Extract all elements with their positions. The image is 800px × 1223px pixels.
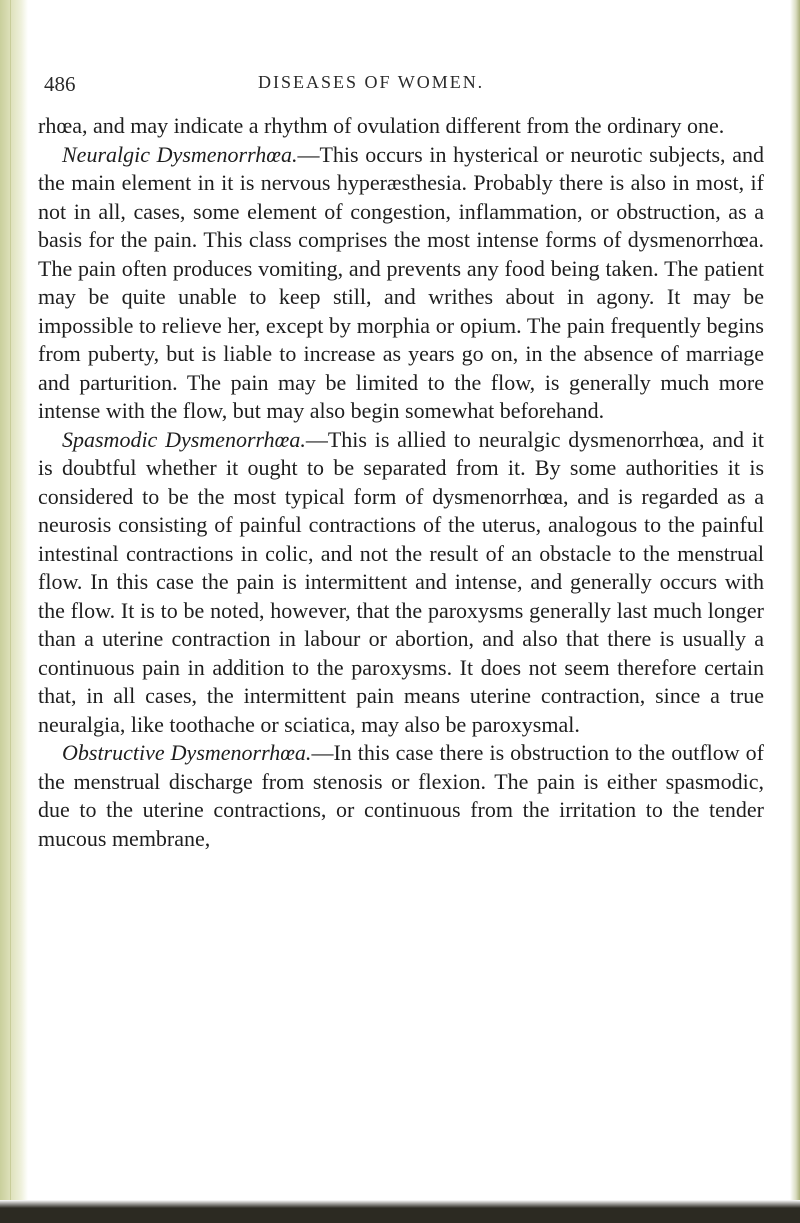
book-page xyxy=(38,64,764,1194)
running-head: DISEASES OF WOMEN. xyxy=(258,72,485,92)
paragraph-neuralgic xyxy=(38,141,764,426)
paragraph-obstructive xyxy=(38,739,764,853)
body-text xyxy=(38,112,764,853)
scan-right-edge xyxy=(790,0,800,1223)
scan-bottom-edge xyxy=(0,1200,800,1223)
page-fold-line xyxy=(10,0,11,1223)
scan-left-margin xyxy=(0,0,28,1223)
section-term: Obstructive Dysmenorrhœa. xyxy=(62,740,312,765)
paragraph-continuation xyxy=(38,112,764,141)
section-term: Neuralgic Dysmenorrhœa. xyxy=(62,141,298,167)
section-term: Spasmodic Dysmenorrhœa. xyxy=(62,426,306,452)
paragraph-text: —This is allied to neuralgic dysmenorrhœa, and it is doubtful whether it ought to be separated from it. By some authorities it is considered to be the most typical form of dysmenorrhœa, and is regarded as a neurosis consisting of painful contractions of the uterus, analogous to the painful intestinal contractions in colic, and not the result of an obstacle to the menstrual flow. In this case the pain is intermittent and intense, and generally occurs with the flow. It is to be noted, however, that the paroxysms generally last much longer than a uterine contraction in labour or abortion, and also that there is usually a continuous pain in addition to the paroxysms. It does not seem therefore certain that, in all cases, the intermittent pain means uterine contraction, since a true neuralgia, like toothache or sciatica, may also be paroxysmal. xyxy=(38,426,765,737)
page-header xyxy=(38,64,764,98)
page-number: 486 xyxy=(44,72,76,96)
paragraph-text: rhœa, and may indicate a rhythm of ovulation different from the ordinary one. xyxy=(38,113,725,138)
paragraph-text: —In this case there is obstruction to the outflow of the menstrual discharge from stenosis or flexion. The pain is either spasmodic, due to the uterine contractions, or continuous from the irritation to the tender mucous membrane, xyxy=(38,740,764,851)
paragraph-spasmodic xyxy=(38,426,764,740)
paragraph-text: —This occurs in hysterical or neurotic subjects, and the main element in it is nervous hyperæsthesia. Probably there is also in most, if not in all, cases, some element of congestion, inflammation, or obstruction, as a basis for the pain. This class comprises the most intense forms of dysmenorrhœa. The pain often produces vomiting, and prevents any food being taken. The patient may be quite unable to keep still, and writhes about in agony. It may be impossible to relieve her, except by morphia or opium. The pain frequently begins from puberty, but is liable to increase as years go on, in the absence of marriage and parturition. The pain may be limited to the flow, is generally much more intense with the flow, but may also begin somewhat beforehand. xyxy=(38,141,764,423)
